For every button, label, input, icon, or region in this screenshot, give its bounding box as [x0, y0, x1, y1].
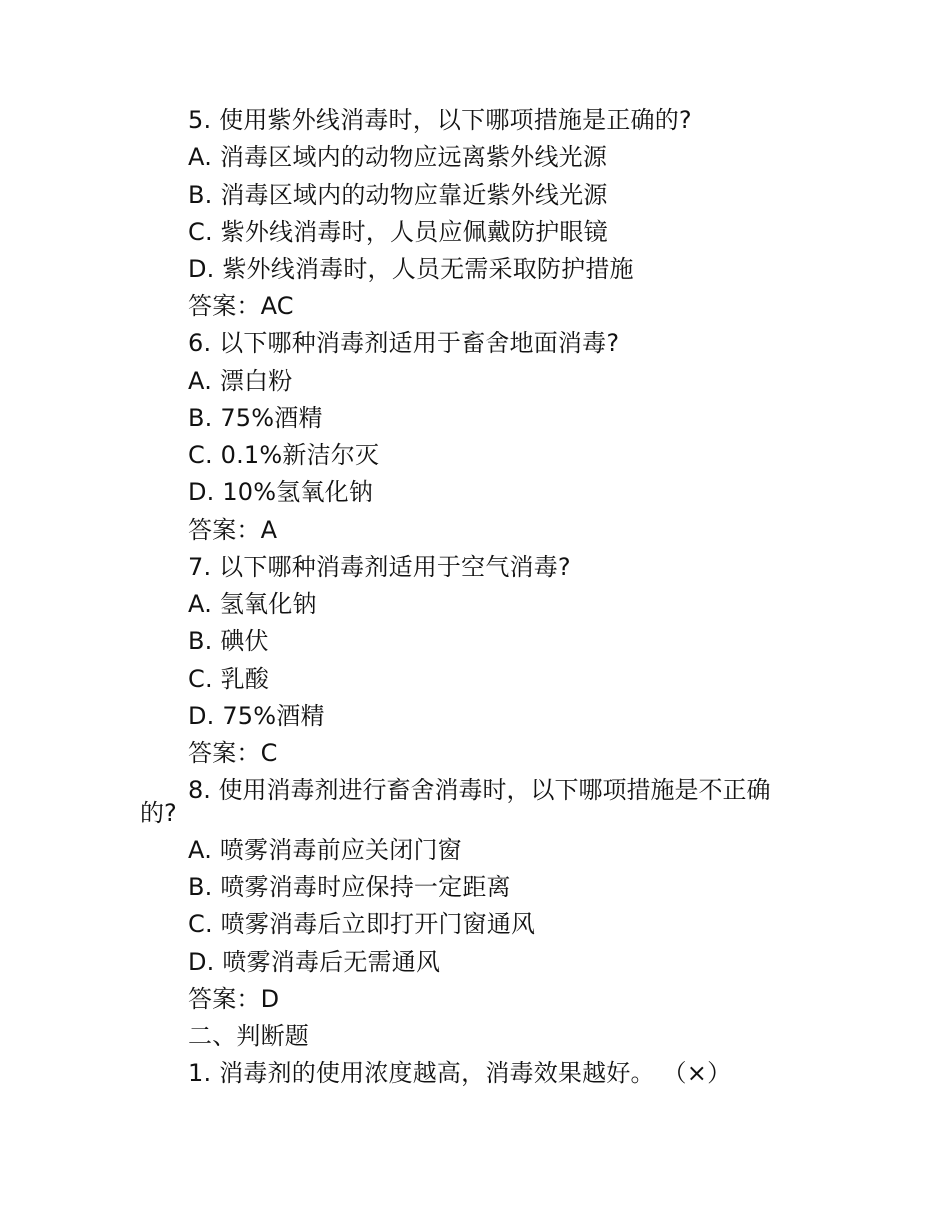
question-5-option-a: A. 消毒区域内的动物应远离紫外线光源	[188, 143, 608, 171]
question-6-option-d: D. 10%氢氧化钠	[188, 478, 374, 506]
question-7-stem: 7. 以下哪种消毒剂适用于空气消毒?	[188, 553, 571, 581]
question-7-option-b: B. 碘伏	[188, 627, 269, 655]
question-5-stem: 5. 使用紫外线消毒时，以下哪项措施是正确的?	[188, 106, 692, 134]
question-5-option-c: C. 紫外线消毒时，人员应佩戴防护眼镜	[188, 218, 608, 246]
question-8-option-d: D. 喷雾消毒后无需通风	[188, 948, 441, 976]
question-8-option-b: B. 喷雾消毒时应保持一定距离	[188, 873, 511, 901]
question-5-option-d: D. 紫外线消毒时，人员无需采取防护措施	[188, 255, 634, 283]
section-heading: 二、判断题	[188, 1022, 309, 1050]
question-6-answer: 答案：A	[188, 516, 278, 544]
question-7-option-c: C. 乳酸	[188, 665, 270, 693]
question-5-answer: 答案：AC	[188, 292, 294, 320]
question-6-option-a: A. 漂白粉	[188, 367, 293, 395]
question-7-option-d: D. 75%酒精	[188, 702, 325, 730]
question-8-stem-line1: 8. 使用消毒剂进行畜舍消毒时，以下哪项措施是不正确	[188, 776, 771, 804]
question-6-option-c: C. 0.1%新洁尔灭	[188, 441, 380, 469]
question-8-option-a: A. 喷雾消毒前应关闭门窗	[188, 836, 462, 864]
question-5-option-b: B. 消毒区域内的动物应靠近紫外线光源	[188, 181, 608, 209]
question-8-answer: 答案：D	[188, 985, 280, 1013]
question-6-option-b: B. 75%酒精	[188, 404, 323, 432]
question-7-option-a: A. 氢氧化钠	[188, 590, 317, 618]
question-8-stem-line2: 的?	[140, 799, 177, 827]
true-false-item-1: 1. 消毒剂的使用浓度越高，消毒效果越好。 （×）	[188, 1059, 732, 1087]
question-8-option-c: C. 喷雾消毒后立即打开门窗通风	[188, 910, 536, 938]
question-7-answer: 答案：C	[188, 739, 278, 767]
question-6-stem: 6. 以下哪种消毒剂适用于畜舍地面消毒?	[188, 329, 620, 357]
